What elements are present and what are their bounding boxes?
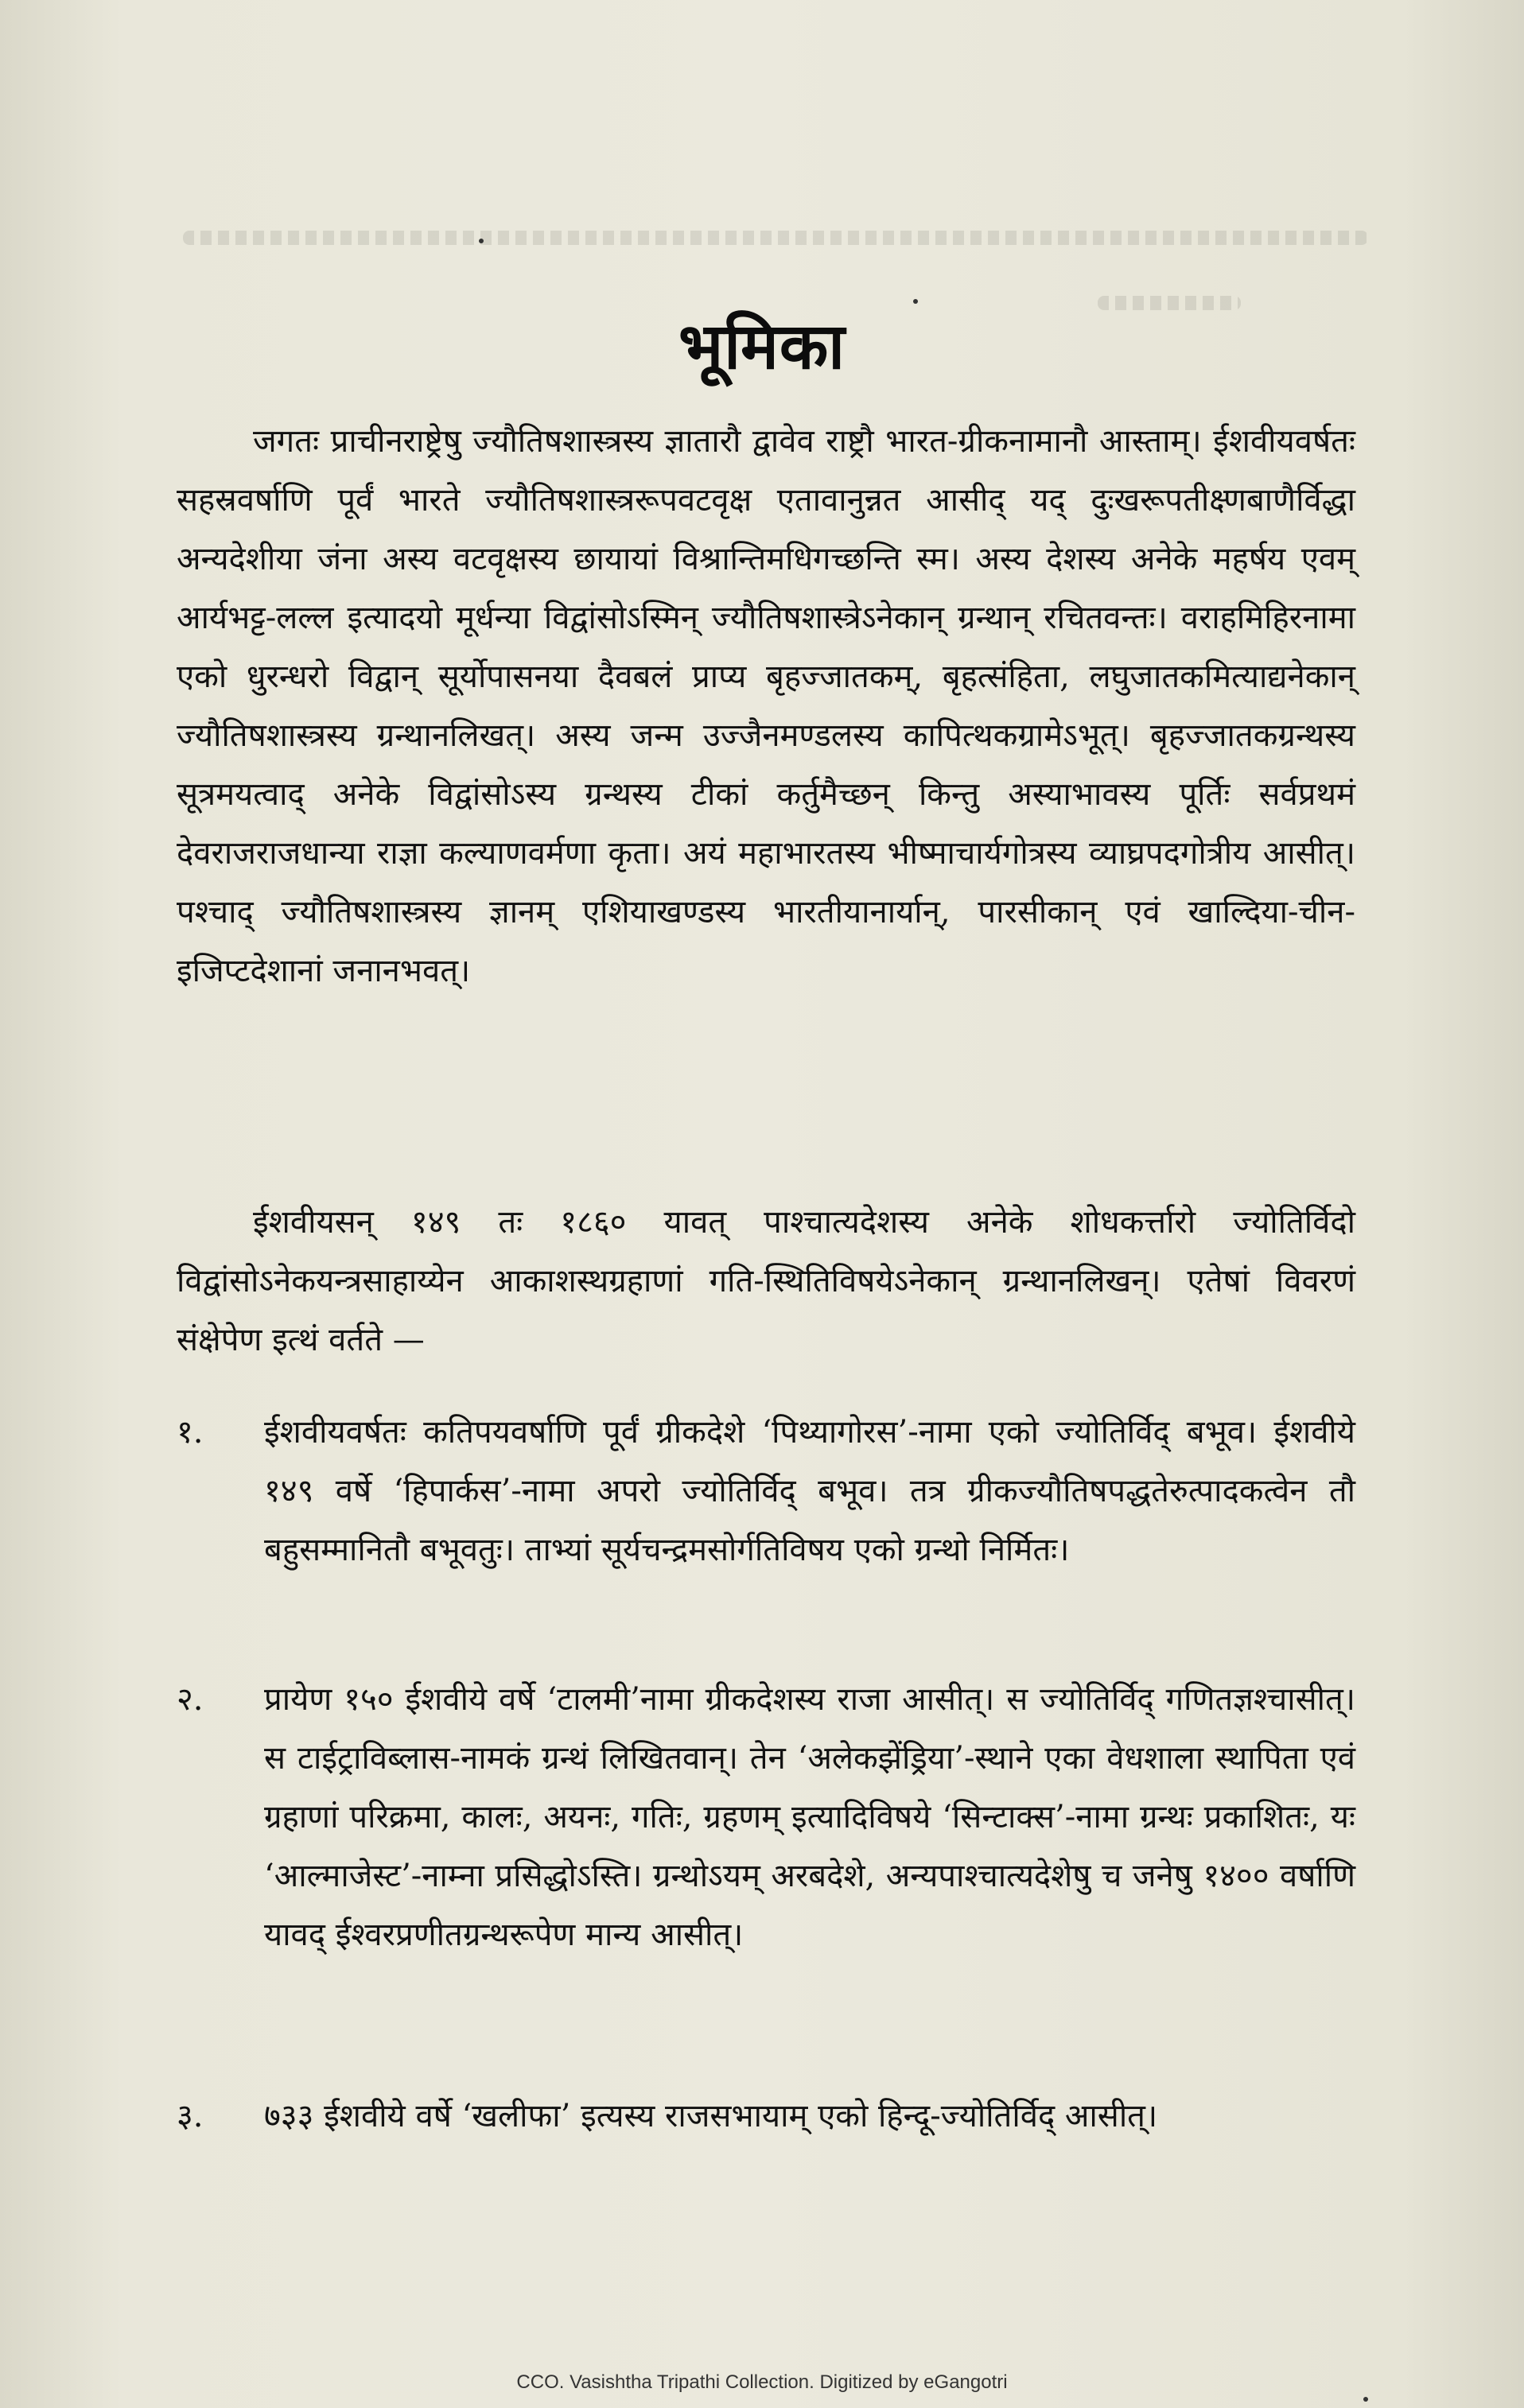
bleed-through-text bbox=[183, 231, 1368, 245]
item-text: ईशवीयवर्षतः कतिपयवर्षाणि पूर्वं ग्रीकदेशे ‘पिथ्यागोरस’-नामा एको ज्योतिर्विद् बभूव। ईशवीये १४९ वर्षे ‘हिपार्कस’-नामा अपरो ज्योतिर्विद् बभूव। तत्र ग्रीकज्यौतिषपद्धतेरुत्पादकत्वेन तौ बहुसम्मानितौ बभूवतुः। ताभ्यां सूर्यचन्द्रमसोर्गतिविषय एको ग्रन्थो निर्मितः। bbox=[264, 1414, 1355, 1568]
list-item bbox=[177, 1403, 1355, 1579]
paragraph-1: जगतः प्राचीनराष्ट्रेषु ज्यौतिषशास्त्रस्य ज्ञातारौ द्वावेव राष्ट्रौ भारत-ग्रीकनामानौ आस्ताम्। ईशवीयवर्षतः सहस्रवर्षाणि पूर्वं भारते ज्यौतिषशास्त्ररूपवटवृक्ष एतावानुन्नत आसीद् यद् दुःखरूपतीक्ष्णबाणैर्विद्धा अन्यदेशीया जंना अस्य वटवृक्षस्य छायायां विश्रान्तिमधिगच्छन्ति स्म। अस्य देशस्य अनेके महर्षय एवम् आर्यभट्ट-लल्ल इत्यादयो मूर्धन्या विद्वांसोऽस्मिन् ज्यौतिषशास्त्रेऽनेकान् ग्रन्थान् रचितवन्तः। वराहमिहिरनामा एको धुरन्धरो विद्वान् सूर्योपासनया दैवबलं प्राप्य बृहज्जातकम्, बृहत्संहिता, लघुजातकमित्याद्यनेकान् ज्यौतिषशास्त्रस्य ग्रन्थानलिखत्। अस्य जन्म उज्जैनमण्डलस्य कापित्थकग्रामेऽभूत्। बृहज्जातकग्रन्थस्य सूत्रमयत्वाद् अनेके विद्वांसोऽस्य ग्रन्थस्य टीकां कर्तुमैच्छन् किन्तु अस्याभावस्य पूर्तिः सर्वप्रथमं देवराजराजधान्या राज्ञा कल्याणवर्मणा कृता। अयं महाभारतस्य भीष्माचार्यगोत्रस्य व्याघ्रपदगोत्रीय आसीत्। पश्चाद् ज्यौतिषशास्त्रस्य ज्ञानम् एशियाखण्डस्य भारतीयानार्यान्, पारसीकान् एवं खाल्दिया-चीन-इजिप्टदेशानां जनानभवत्। bbox=[177, 423, 1355, 989]
item-number: १. bbox=[177, 1414, 204, 1451]
paragraph-2: ईशवीयसन् १४९ तः १८६० यावत् पाश्चात्यदेशस्य अनेके शोधकर्त्तारो ज्योतिर्विदो विद्वांसोऽनेकयन्त्रसाहाय्येन आकाशस्थग्रहाणां गति-स्थितिविषयेऽनेकान् ग्रन्थानलिखन्। एतेषां विवरणं संक्षेपेण इत्थं वर्तते — bbox=[177, 1204, 1355, 1358]
list-item bbox=[177, 1670, 1355, 1964]
speck bbox=[1363, 2397, 1368, 2402]
page-title: भूमिका bbox=[678, 309, 846, 383]
item-number: ३. bbox=[177, 2098, 204, 2134]
paragraph-2-block bbox=[177, 1193, 1355, 1369]
list-item bbox=[177, 2087, 1355, 2146]
item-text: प्रायेण १५० ईशवीये वर्षे ‘टालमी’नामा ग्रीकदेशस्य राजा आसीत्। स ज्योतिर्विद् गणितज्ञश्चासीत्। स टाईट्राविब्लास-नामकं ग्रन्थं लिखितवान्। तेन ‘अलेकझेंड्रिया’-स्थाने एका वेधशाला स्थापिता एवं ग्रहाणां परिक्रमा, कालः, अयनः, गतिः, ग्रहणम् इत्यादिविषये ‘सिन्टाक्स’-नामा ग्रन्थः प्रकाशितः, यः ‘आल्माजेस्ट’-नाम्ना प्रसिद्धोऽस्ति। ग्रन्थोऽयम् अरबदेशे, अन्यपाश्चात्यदेशेषु च जनेषु १४०० वर्षाणि यावद् ईश्वरप्रणीतग्रन्थरूपेण मान्य आसीत्। bbox=[264, 1681, 1355, 1953]
item-number: २. bbox=[177, 1681, 204, 1718]
paragraph-1-block bbox=[177, 412, 1355, 1000]
item-text: ७३३ ईशवीये वर्षे ‘खलीफा’ इत्यस्य राजसभायाम् एको हिन्दू-ज्योतिर्विद् आसीत्। bbox=[264, 2098, 1158, 2134]
speck bbox=[479, 239, 484, 243]
digitization-credit: CCO. Vasishtha Tripathi Collection. Digitized by eGangotri bbox=[516, 2371, 1008, 2393]
